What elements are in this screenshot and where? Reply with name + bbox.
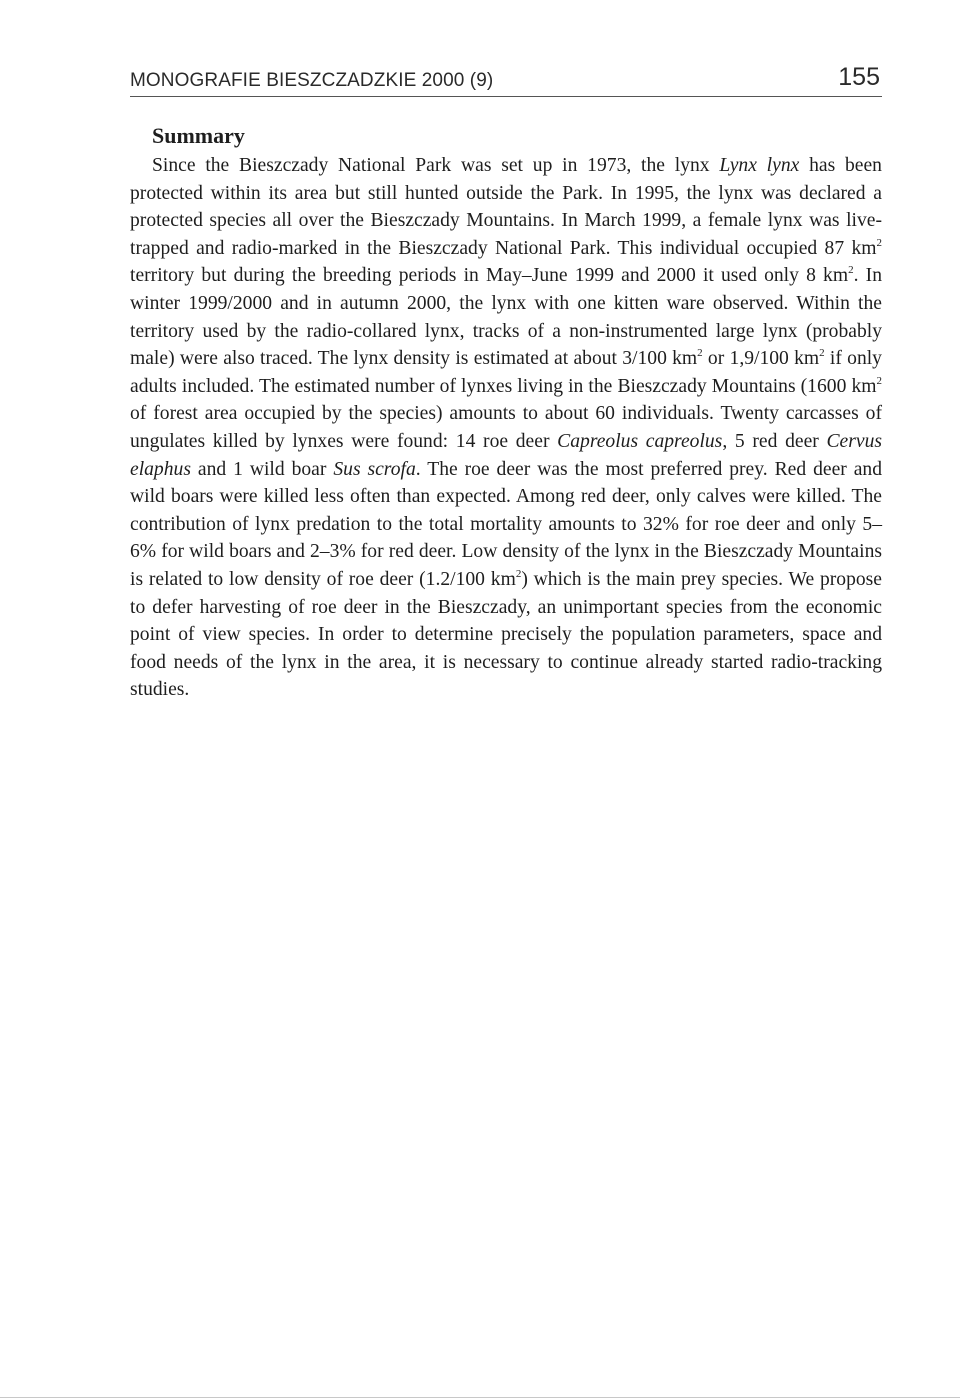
superscript: 2 [876, 236, 882, 249]
text-run: if only adults included. The estimated number of lynxes living in the Bieszczady Mountains (1600 km [130, 348, 882, 397]
page-number: 155 [838, 63, 880, 91]
summary-section [130, 123, 882, 704]
superscript: 2 [819, 346, 825, 359]
species-name: Lynx lynx [719, 155, 800, 176]
text-run: . The roe deer was the most preferred prey. Red deer and wild boars were killed less often than expected. Among red deer, only calves were killed. The contribution of lynx predation to the total mortality amounts to 32% for roe deer and only 5–6% for wild boars and 2–3% for red deer. Low density of the lynx in the Bieszczady Mountains is related to low density of roe deer (1.2/100 km [130, 458, 883, 590]
text-run: Since the Bieszczady National Park was set up in 1973, the lynx [152, 155, 720, 176]
text-run: of forest area occupied by the species) amounts to about 60 individuals. Twenty carcasses of ungulates killed by lynxes were found: 14 roe deer [130, 403, 882, 452]
text-run: . In winter 1999/2000 and in autumn 2000, the lynx with one kitten ware observed. Within the territory used by the radio-collared lynx, tracks of a non-instrumented large lynx (probably male) were also traced. The lynx density is estimated at about 3/100 km [130, 265, 882, 370]
text-run: territory but during the breeding periods in May–June 1999 and 2000 it used only 8 km [130, 265, 849, 287]
running-header [130, 58, 882, 97]
superscript: 2 [697, 346, 703, 359]
superscript: 2 [848, 264, 854, 277]
superscript: 2 [876, 374, 882, 387]
summary-heading: Summary [152, 123, 245, 148]
text-run: , 5 red deer [722, 430, 827, 452]
species-name: Sus scrofa [333, 458, 416, 480]
text-run: has been protected within its area but still hunted outside the Park. In 1995, the lynx was declared a protected species all over the Bieszczady Mountains. In March 1999, a female lynx was live-trapped and radio-marked in the Bieszczady National Park. This individual occupied 87 km [130, 155, 882, 259]
summary-paragraph [130, 152, 882, 704]
text-run: or 1,9/100 km [702, 348, 820, 370]
species-name: Capreolus capreolus [557, 430, 723, 452]
text-run: ) which is the main prey species. We propose to defer harvesting of roe deer in the Bieszczady, an unimportant species from the economic point of view species. In order to determine precisely the population parameters, space and food needs of the lynx in the area, it is necessary to continue already started radio-tracking studies. [130, 568, 882, 701]
species-name: Cervus elaphus [130, 430, 882, 480]
text-run: and 1 wild boar [190, 458, 334, 480]
superscript: 2 [515, 567, 522, 580]
page-bottom-edge [0, 1397, 960, 1398]
journal-title: MONOGRAFIE BIESZCZADZKIE 2000 (9) [130, 70, 494, 91]
